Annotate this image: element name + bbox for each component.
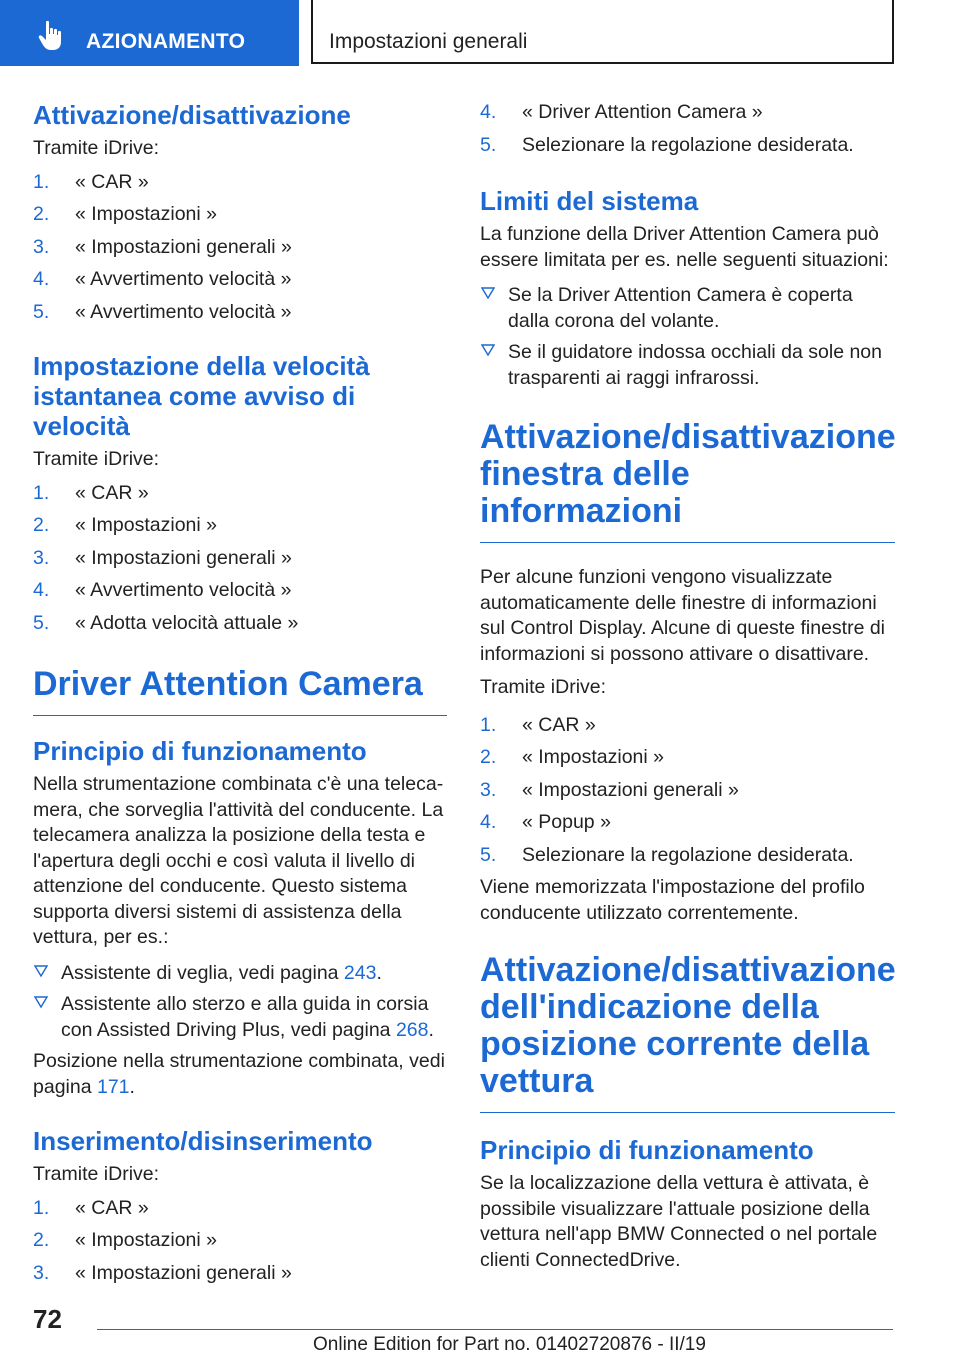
page-link[interactable]: 268 — [395, 1018, 429, 1041]
list-item: 1. « CAR » — [33, 481, 149, 504]
intro-text: Tramite iDrive: — [33, 448, 160, 470]
heading-inserimento: Inserimento/disinserimento — [33, 1126, 373, 1156]
heading-principio: Principio di funzionamento — [33, 736, 367, 766]
steps-list — [33, 481, 447, 637]
left-column — [33, 100, 447, 1293]
list-item: 2. « Impostazioni » — [33, 514, 217, 536]
intro-text: Tramite iDrive: — [33, 1163, 160, 1185]
steps-list — [480, 100, 895, 158]
heading-principio: Principio di funzionamento — [480, 1135, 814, 1165]
page-header — [0, 0, 960, 68]
heading-velocita: Impostazione della velocità istantanea come avviso di velocità — [33, 351, 370, 441]
list-item: 2. « Impostazioni » — [33, 1229, 217, 1251]
posizione-text: Posizione nella strumentazione combinata, vedi pagina 171. — [33, 1050, 445, 1098]
intro-text: Tramite iDrive: — [33, 137, 160, 159]
list-item: 2. « Impostazioni » — [33, 203, 217, 225]
list-item: 5. « Adotta velocità attuale » — [33, 611, 299, 634]
finestra-note: Viene memorizzata l'impostazione del profilo conducente utilizzato correntemente. — [480, 876, 865, 924]
triangle-bullet-icon — [481, 343, 495, 357]
list-item: 2. « Impostazioni » — [480, 746, 664, 768]
section-label: AZIONAMENTO — [86, 30, 246, 53]
bullet-list — [33, 961, 447, 1044]
steps-list — [33, 1196, 447, 1287]
page-number: 72 — [33, 1304, 62, 1334]
heading-limiti: Limiti del sistema — [480, 186, 699, 216]
principio-text: Nella strumentazione combinata c'è una telecamera, che sorveglia l'attività del conducente. La telecamera analizza la posizione della testa e l'apertura degli occhi e così valuta il livello di attenzione del conducente. Questo sistema supporta diversi sistemi di assistenza della vettura, per es.: — [33, 773, 444, 948]
heading-indicazione: Attivazione/disattivazione dell'indicazione della posizione corrente della vettura — [480, 952, 895, 1113]
list-item: 3. « Impostazioni generali » — [480, 778, 739, 801]
page-title: Impostazioni generali — [329, 30, 528, 53]
heading-attivazione: Attivazione/disattivazione — [33, 100, 351, 130]
list-item: Se il guidatore indossa occhiali da sole non trasparenti ai raggi infrarossi. — [480, 340, 895, 391]
list-item: 3. « Impostazioni generali » — [33, 1261, 292, 1284]
list-item: 4. « Popup » — [480, 811, 611, 833]
list-item: 4. « Driver Attention Camera » — [480, 101, 763, 123]
list-item: 1. « CAR » — [33, 170, 149, 193]
list-item: 1. « CAR » — [480, 713, 596, 736]
list-item: 3. « Impostazioni generali » — [33, 546, 292, 569]
principio-text: Se la localizzazione della vettura è attivata, è possibile visualizzare l'attuale posizione della vettura nell'app BMW Connected o nel portale clienti ConnectedDrive. — [480, 1172, 878, 1271]
triangle-bullet-icon — [34, 964, 48, 978]
finestra-text: Per alcune funzioni vengono visualizzate automaticamente delle finestre di informazioni sul Control Display. Alcune di queste finestre di informazioni si possono attivare o disattivare. — [480, 566, 886, 665]
bullet-list — [480, 283, 895, 391]
triangle-bullet-icon — [34, 995, 48, 1009]
section-tab — [0, 0, 299, 66]
list-item: 1. « CAR » — [33, 1196, 149, 1219]
edition-text: Online Edition for Part no. 01402720876 - II/19 — [313, 1334, 706, 1355]
list-item: 5. Selezionare la regolazione desiderata. — [480, 133, 854, 156]
list-item: Assistente allo sterzo e alla guida in corsia con Assisted Driving Plus, vedi pagina 268. — [33, 992, 447, 1043]
list-item: 3. « Impostazioni generali » — [33, 235, 292, 258]
page-link[interactable]: 171 — [96, 1075, 130, 1098]
limiti-text: La funzione della Driver Attention Camera può essere limitata per es. nelle seguenti situazioni: — [480, 223, 889, 271]
footer-divider — [97, 1329, 893, 1330]
list-item: 4. « Avvertimento velocità » — [33, 268, 292, 290]
hand-pointer-icon — [38, 20, 68, 52]
steps-list — [33, 170, 447, 326]
page-title-tab — [311, 0, 894, 64]
triangle-bullet-icon — [481, 286, 495, 300]
right-column — [480, 100, 895, 1281]
steps-list — [480, 713, 895, 869]
list-item: 4. « Avvertimento velocità » — [33, 579, 292, 601]
page-link[interactable]: 243 — [343, 961, 377, 984]
heading-finestra: Attivazione/disattivazione finestra delle informazioni — [480, 419, 895, 543]
list-item: Se la Driver Attention Camera è coperta dalla corona del volante. — [480, 283, 895, 334]
heading-driver-attention-camera: Driver Attention Camera — [33, 666, 447, 716]
list-item: Assistente di veglia, vedi pagina 243. — [33, 961, 447, 987]
list-item: 5. « Avvertimento velocità » — [33, 300, 292, 323]
list-item: 5. Selezionare la regolazione desiderata. — [480, 843, 854, 866]
intro-text: Tramite iDrive: — [480, 676, 607, 698]
